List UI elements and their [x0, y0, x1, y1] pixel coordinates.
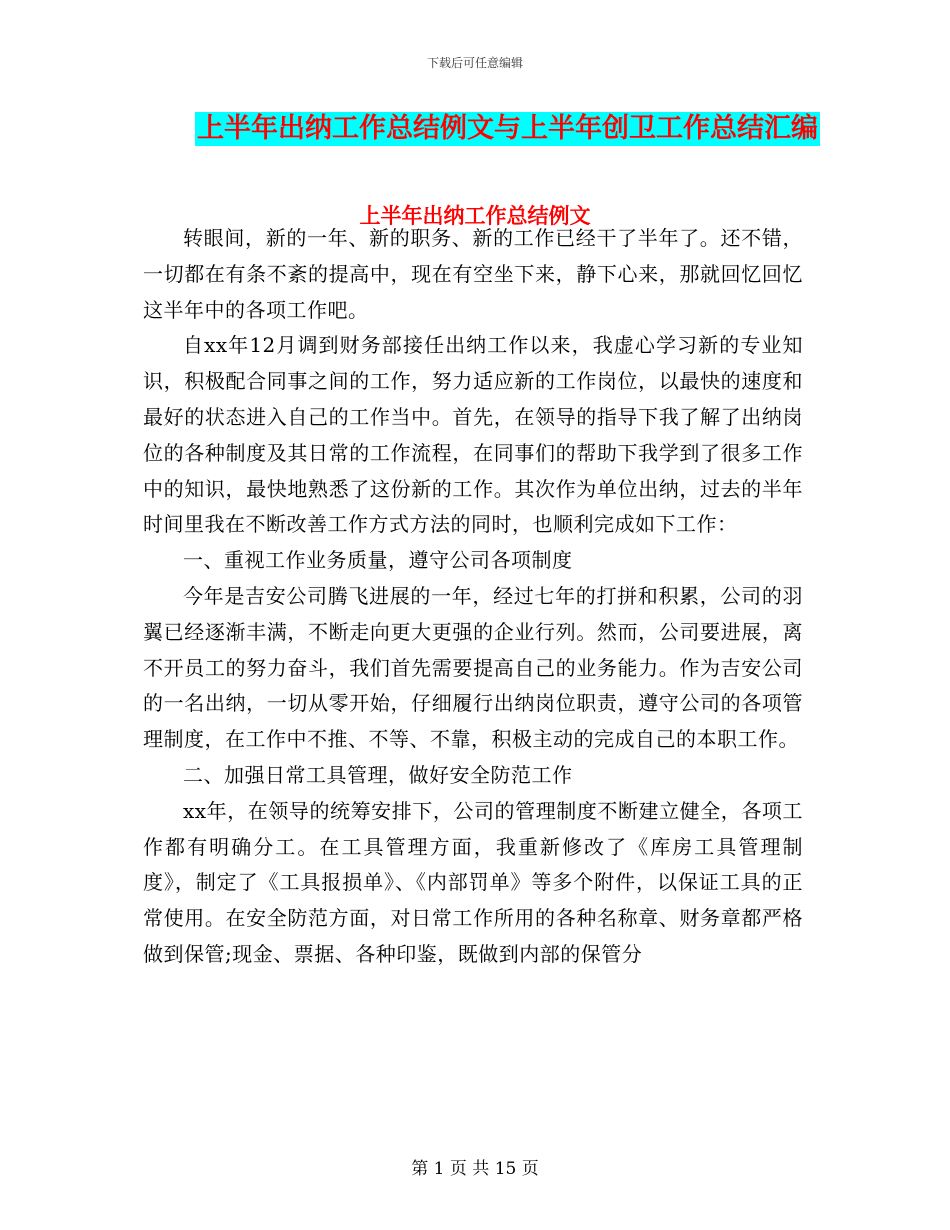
paragraph-item-one: 今年是吉安公司腾飞进展的一年，经过七年的打拼和积累，公司的羽翼已经逐渐丰满，不断走向更大更强的企业行列。然而，公司要进展，离不开员工的努力奋斗，我们首先需要提高自己的业务能力。作为吉安公司的一名出纳，一切从零开始，仔细履行出纳岗位职责，遵守公司的各项管理制度，在工作中不推、不等、不靠，积极主动的完成自己的本职工作。 [143, 583, 803, 752]
page-footer: 第 1 页 共 15 页 [411, 1159, 539, 1179]
heading-item-two: 二、加强日常工具管理，做好安全防范工作 [183, 762, 573, 787]
paragraph-item-two: xx年，在领导的统筹安排下，公司的管理制度不断建立健全，各项工作都有明确分工。在工具管理方面，我重新修改了《库房工具管理制度》，制定了《工具报损单》、《内部罚单》等多个附件，以保证工具的正常使用。在安全防范方面，对日常工作所用的各种名称章、财务章都严格做到保管;现金、票据、各种印鉴，既做到内部的保管分 [143, 798, 803, 966]
document-title: 上半年出纳工作总结例文与上半年创卫工作总结汇编 [197, 113, 818, 144]
body-text [143, 221, 803, 973]
paragraph-work-overview: 自xx年12月调到财务部接任出纳工作以来，我虚心学习新的专业知识，积极配合同事之间的工作，努力适应新的工作岗位，以最快的速度和最好的状态进入自己的工作当中。首先，在领导的指导下我了解了出纳岗位的各种制度及其日常的工作流程，在同事们的帮助下我学到了很多工作中的知识，最快地熟悉了这份新的工作。其次作为单位出纳，过去的半年时间里我在不断改善工作方式方法的同时，也顺利完成如下工作： [143, 333, 803, 537]
header-note: 下载后可任意编辑 [426, 56, 523, 70]
paragraph-intro: 转眼间，新的一年、新的职务、新的工作已经干了半年了。还不错，一切都在有条不紊的提高中，现在有空坐下来，静下心来，那就回忆回忆这半年中的各项工作吧。 [143, 226, 803, 322]
heading-item-one: 一、重视工作业务质量，遵守公司各项制度 [183, 548, 573, 573]
section-title: 上半年出纳工作总结例文 [359, 204, 591, 228]
